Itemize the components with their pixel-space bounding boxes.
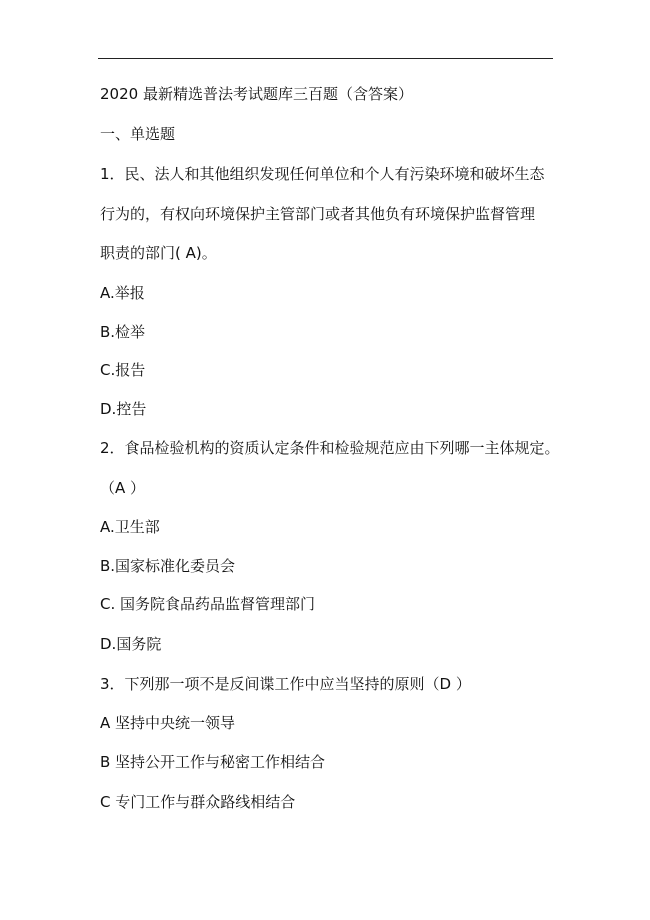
question-2-line-1: 2．食品检验机构的资质认定条件和检验规范应由下列哪一主体规定。 [100,439,560,457]
question-3-option-b: B 坚持公开工作与秘密工作相结合 [100,753,326,771]
question-3-option-a: A 坚持中央统一领导 [100,714,236,732]
question-1-option-d: D.控告 [100,400,147,418]
document-title: 2020 最新精选普法考试题库三百题（含答案） [100,85,413,103]
question-2-option-c: C. 国务院食品药品监督管理部门 [100,595,316,613]
question-2-line-2: （A ） [100,479,146,497]
question-1-option-a: A.举报 [100,284,145,302]
question-2-option-b: B.国家标准化委员会 [100,557,236,575]
header-rule [98,58,553,59]
question-1-line-3: 职责的部门( A)。 [100,244,217,262]
question-1-option-c: C.报告 [100,361,146,379]
question-3-option-c: C 专门工作与群众路线相结合 [100,793,296,811]
section-heading: 一、单选题 [100,125,176,143]
question-1-line-1: 1．民、法人和其他组织发现任何单位和个人有污染环境和破坏生态 [100,165,545,183]
question-2-option-d: D.国务院 [100,635,162,653]
question-1-line-2: 行为的，有权向环境保护主管部门或者其他负有环境保护监督管理 [100,205,536,223]
question-3-line-1: 3．下列那一项不是反间谍工作中应当坚持的原则（D ） [100,675,471,693]
question-1-option-b: B.检举 [100,323,146,341]
question-2-option-a: A.卫生部 [100,518,160,536]
